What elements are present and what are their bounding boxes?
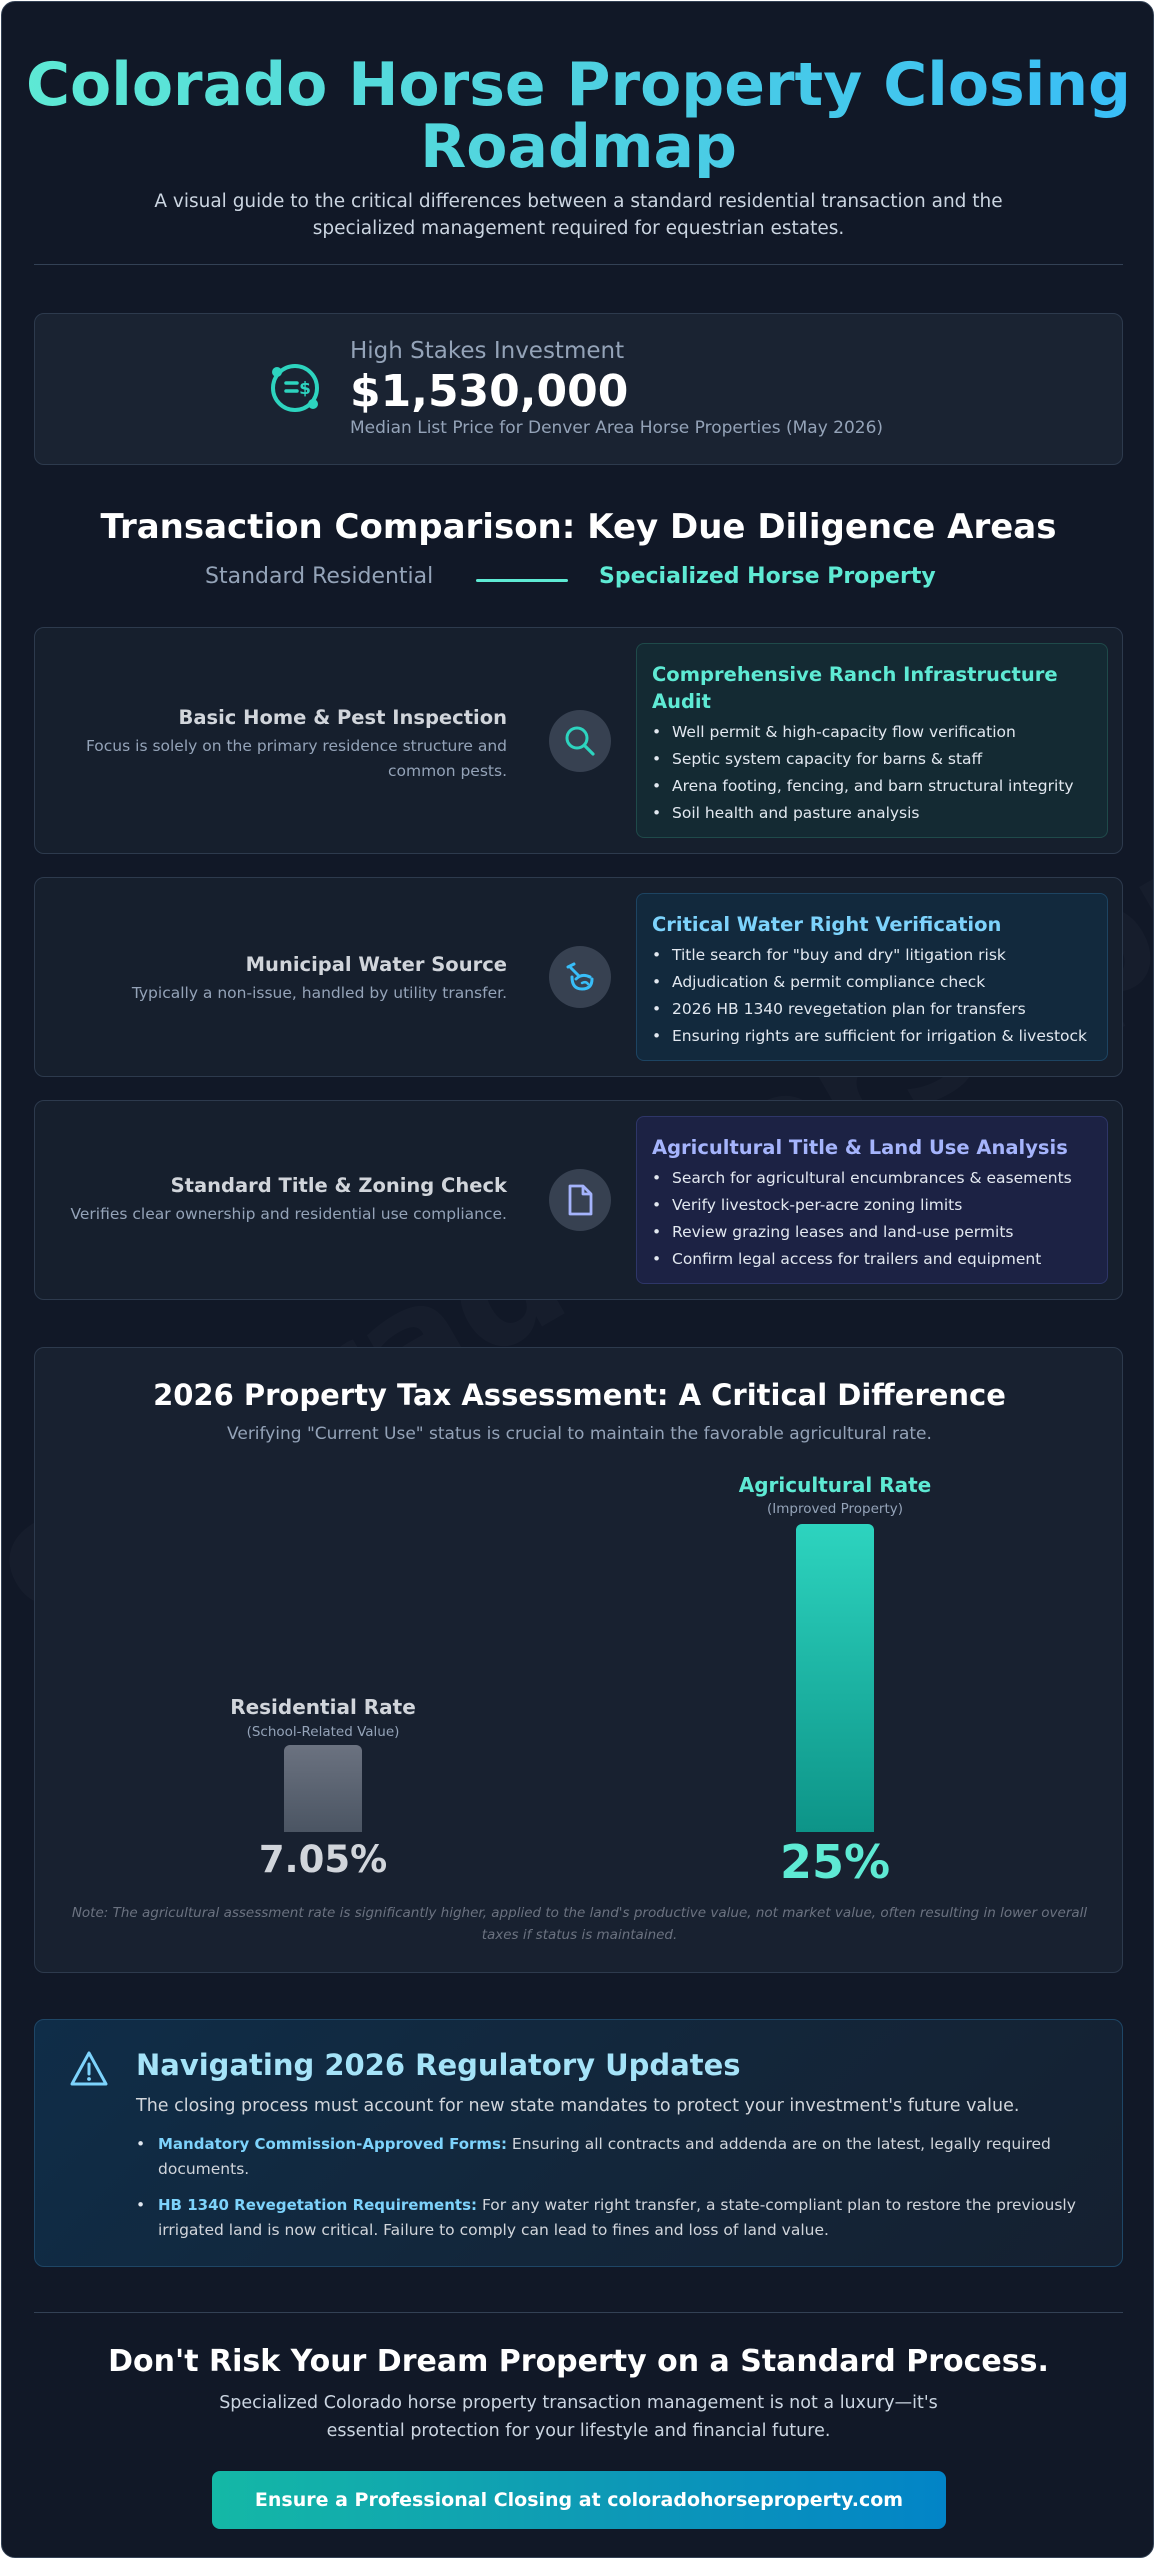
bar-value-residential: 7.05% — [258, 1838, 388, 1881]
comparison-row-inspection — [34, 627, 1123, 854]
regulatory-card — [34, 2019, 1123, 2267]
standard-title: Basic Home & Pest Inspection — [178, 706, 507, 729]
standard-title: Municipal Water Source — [245, 953, 507, 976]
list-item: • Well permit & high-capacity flow verification — [652, 719, 1092, 746]
regulatory-item-label: Mandatory Commission-Approved Forms: — [158, 2135, 507, 2153]
regulatory-item-text: Ensuring all contracts and addenda are on the latest, legally required documents. — [158, 2135, 1051, 2178]
header-divider — [34, 264, 1123, 265]
legend-connector — [476, 579, 568, 582]
list-item: • Verify livestock-per-acre zoning limits — [652, 1192, 1092, 1219]
standard-title: Standard Title & Zoning Check — [170, 1174, 507, 1197]
page-title: Colorado Horse Property Closing Roadmap — [2, 54, 1154, 178]
investment-label: High Stakes Investment — [350, 338, 625, 364]
specialized-panel — [636, 893, 1108, 1061]
specialized-title: Critical Water Right Verification — [652, 913, 1002, 936]
list-item: • Search for agricultural encumbrances & easements — [652, 1165, 1092, 1192]
list-item: • 2026 HB 1340 revegetation plan for transfers — [652, 996, 1092, 1023]
tax-title: 2026 Property Tax Assessment: A Critical Difference — [153, 1378, 1006, 1412]
tax-assessment-card — [34, 1347, 1123, 1973]
list-item: • Confirm legal access for trailers and equipment — [652, 1246, 1092, 1273]
investment-note: Median List Price for Denver Area Horse Properties (May 2026) — [350, 418, 884, 438]
list-item — [136, 2132, 1101, 2182]
cta-text: Specialized Colorado horse property transaction management is not a luxury—it's essential protection for your lifestyle and financial future. — [219, 2393, 938, 2441]
specialized-list — [652, 719, 1092, 827]
magnifying-glass-icon — [549, 710, 611, 772]
legend-specialized: Specialized Horse Property — [599, 564, 936, 589]
comparison-row-title — [34, 1100, 1123, 1300]
standard-column — [47, 706, 507, 784]
svg-text:$: $ — [299, 379, 311, 399]
page-subtitle: A visual guide to the critical differences between a standard residential transaction and the specialized management required for equestrian estates. — [154, 191, 1003, 239]
comparison-title: Transaction Comparison: Key Due Diligence Areas — [100, 507, 1057, 547]
water-tap-icon — [549, 946, 611, 1008]
specialized-title: Agricultural Title & Land Use Analysis — [652, 1136, 1068, 1159]
list-item — [136, 2193, 1101, 2243]
list-item: • Title search for "buy and dry" litigation risk — [652, 942, 1092, 969]
bar-label-residential: Residential Rate — [230, 1695, 416, 1719]
specialized-title: Comprehensive Ranch Infrastructure Audit — [652, 663, 1058, 713]
standard-description: Typically a non-issue, handled by utility transfer. — [131, 984, 507, 1002]
cta-button[interactable]: Ensure a Professional Closing at coloradohorseproperty.com — [212, 2471, 946, 2529]
standard-column — [47, 953, 507, 1006]
list-item: • Arena footing, fencing, and barn structural integrity — [652, 773, 1092, 800]
regulatory-intro: The closing process must account for new state mandates to protect your investment's future value. — [136, 2096, 1020, 2116]
bar-sublabel-agricultural: (Improved Property) — [766, 1501, 904, 1517]
tax-subtitle: Verifying "Current Use" status is crucial to maintain the favorable agricultural rate. — [227, 1424, 932, 1444]
specialized-list — [652, 942, 1092, 1050]
comparison-row-water — [34, 877, 1123, 1077]
legend-standard: Standard Residential — [205, 564, 434, 589]
list-item: • Review grazing leases and land-use permits — [652, 1219, 1092, 1246]
infographic-page — [1, 1, 1154, 2558]
standard-description: Focus is solely on the primary residence structure and common pests. — [85, 737, 507, 780]
investment-value: $1,530,000 — [350, 366, 629, 417]
bar-agricultural — [796, 1524, 874, 1832]
list-item: • Adjudication & permit compliance check — [652, 969, 1092, 996]
regulatory-item-text: For any water right transfer, a state-compliant plan to restore the previously irrigated land is now critical. Failure to comply can lead to fines and loss of land value. — [158, 2196, 1076, 2239]
standard-column — [47, 1174, 507, 1227]
bar-value-agricultural: 25% — [779, 1835, 891, 1889]
bar-residential — [284, 1745, 362, 1832]
cta-title: Don't Risk Your Dream Property on a Standard Process. — [108, 2344, 1049, 2379]
bar-label-agricultural: Agricultural Rate — [738, 1473, 932, 1497]
cta-divider — [34, 2312, 1123, 2313]
money-icon — [267, 360, 323, 416]
investment-card — [34, 313, 1123, 465]
document-icon — [549, 1169, 611, 1231]
standard-description: Verifies clear ownership and residential use compliance. — [70, 1205, 507, 1223]
regulatory-list — [136, 2132, 1101, 2254]
bar-sublabel-residential: (School-Related Value) — [246, 1724, 400, 1740]
regulatory-item-label: HB 1340 Revegetation Requirements: — [158, 2196, 478, 2214]
specialized-panel — [636, 1116, 1108, 1284]
warning-icon — [69, 2050, 109, 2088]
specialized-list — [652, 1165, 1092, 1273]
specialized-panel — [636, 643, 1108, 838]
tax-note: Note: The agricultural assessment rate is significantly higher, applied to the land's productive value, not market value, often resulting in lower overall taxes if status is maintained. — [71, 1905, 1088, 1943]
list-item: • Septic system capacity for barns & staff — [652, 746, 1092, 773]
regulatory-title: Navigating 2026 Regulatory Updates — [136, 2048, 741, 2082]
list-item: • Ensuring rights are sufficient for irrigation & livestock — [652, 1023, 1092, 1050]
list-item: • Soil health and pasture analysis — [652, 800, 1092, 827]
